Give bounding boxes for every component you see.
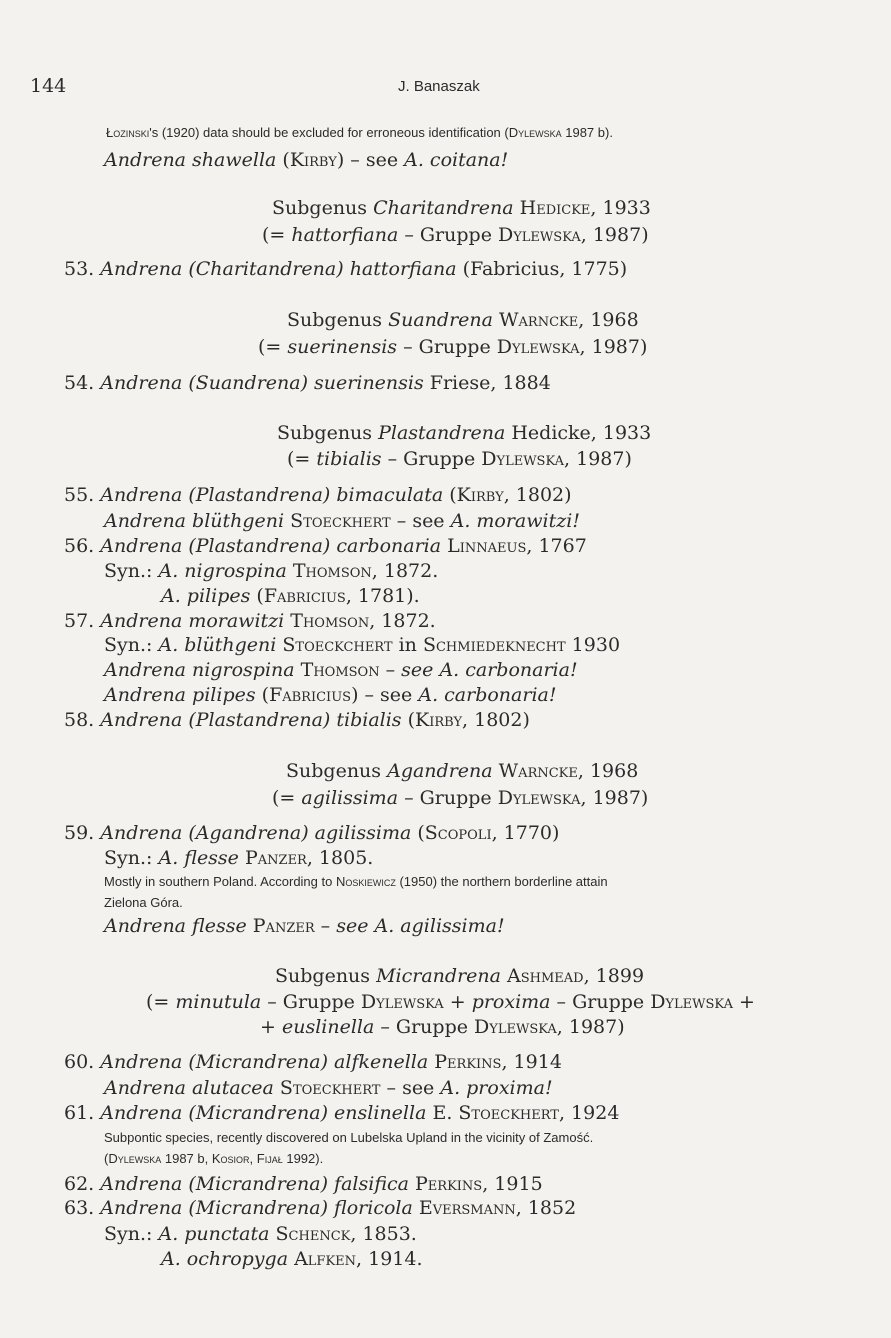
text-run: Syn.: (104, 847, 159, 869)
text-run: ( (250, 585, 264, 607)
author-name: Schenck (275, 1223, 351, 1245)
italic-run: A. pilipes (161, 585, 251, 607)
subgenus-synonym (146, 993, 755, 1012)
text-run: Friese, 1884 (423, 372, 551, 394)
author-name: Dylewska (481, 448, 565, 470)
italic-run: Andrena flesse (104, 915, 247, 937)
text-run: 's (1920) data should be excluded for erroneous identification ( (149, 125, 509, 140)
text-run: ( (411, 822, 425, 844)
text-run: 61. (64, 1102, 101, 1124)
italic-run: Andrena (Micrandrena) alfkenella (100, 1051, 429, 1073)
text-run: + (443, 991, 472, 1013)
italic-run: Andrena morawitzi (100, 610, 285, 632)
italic-run: Andrena (Plastandrena) tibialis (100, 709, 402, 731)
species-entry (64, 537, 587, 556)
text-run: , 1987) (556, 1016, 625, 1038)
text-run: 63. (64, 1197, 101, 1219)
text-run: Subgenus (275, 965, 377, 987)
author-name: Kirby (415, 709, 463, 731)
text-run: (= (146, 991, 176, 1013)
species-entry (64, 486, 572, 505)
text-run: Zielona Góra. (104, 895, 183, 910)
italic-run: Agandrena (387, 760, 493, 782)
text-run: 1930 (565, 634, 621, 656)
author-name: Dylewska (508, 125, 562, 140)
author-name: Schmiedeknecht (422, 634, 566, 656)
subgenus-synonym (262, 226, 649, 245)
text-run: Syn.: (104, 560, 159, 582)
text-run: (= (262, 224, 292, 246)
text-run: – Gruppe (381, 448, 482, 470)
text-run: Syn.: (104, 634, 159, 656)
author-name: Kirby (289, 149, 337, 171)
text-run: , 1968 (578, 309, 639, 331)
italic-run: Andrena nigrospina (104, 659, 295, 681)
text-line (104, 151, 508, 170)
italic-run: euslinella (281, 1016, 375, 1038)
text-run: Hedicke, 1933 (505, 422, 652, 444)
author-name: Panzer (252, 915, 315, 937)
text-run: , 1872. (369, 610, 436, 632)
author-name: Warncke (498, 760, 578, 782)
italic-run: Andrena (Plastandrena) carbonaria (100, 535, 442, 557)
text-run: + (260, 1016, 282, 1038)
text-run: (Fabricius, 1775) (456, 258, 628, 280)
author-name: Kirby (456, 484, 504, 506)
species-entry (64, 374, 551, 393)
subgenus-heading (277, 424, 651, 443)
author-name: Stoeckhert (458, 1102, 559, 1124)
italic-run: tibialis (316, 448, 382, 470)
subgenus-heading (275, 967, 644, 986)
text-run: , 1987) (580, 787, 649, 809)
subgenus-synonym (258, 338, 647, 357)
species-entry (64, 612, 436, 631)
subgenus-heading (272, 199, 651, 218)
italic-run: Andrena pilipes (104, 684, 256, 706)
text-run: – (314, 915, 337, 937)
text-line (104, 1225, 417, 1244)
italic-run: Andrena blüthgeni (104, 510, 285, 532)
text-run: – Gruppe (398, 224, 498, 246)
author-name: Perkins (415, 1173, 483, 1195)
author-name: Dylewska (474, 1016, 557, 1038)
text-line (104, 849, 373, 868)
text-line (161, 1250, 423, 1269)
text-run: , 1770) (491, 822, 560, 844)
text-line (104, 875, 608, 888)
text-run: , 1802) (503, 484, 572, 506)
text-run: – (379, 659, 402, 681)
text-line (104, 1079, 553, 1098)
text-line (104, 896, 183, 909)
species-entry (64, 1053, 562, 1072)
author-name: Dylewska (496, 336, 580, 358)
italic-run: Suandrena (388, 309, 493, 331)
text-run: – see (380, 1077, 441, 1099)
text-run: , 1914 (501, 1051, 562, 1073)
italic-run: see A. carbonaria! (401, 659, 578, 681)
italic-run: Andrena (Charitandrena) hattorfiana (100, 258, 457, 280)
italic-run: Andrena shawella (104, 149, 277, 171)
author-name: Fabricius (269, 684, 352, 706)
italic-run: Micrandrena (376, 965, 501, 987)
text-run: ) – see (336, 149, 405, 171)
author-name: Dylewska (497, 787, 581, 809)
author-name: Perkins (434, 1051, 502, 1073)
text-run: E. (426, 1102, 459, 1124)
author-name: Stoeckhert (290, 510, 391, 532)
italic-run: A. punctata (158, 1223, 270, 1245)
text-run: Syn.: (104, 1223, 159, 1245)
author-name: Stoeckchert (282, 634, 393, 656)
subgenus-synonym (287, 450, 632, 469)
italic-run: A. flesse (158, 847, 239, 869)
text-run: , 1853. (350, 1223, 417, 1245)
text-run: 1987 b). (561, 125, 613, 140)
text-run: + (732, 991, 755, 1013)
text-run: – Gruppe (374, 1016, 475, 1038)
author-name: Thomson (292, 560, 372, 582)
text-run: Subgenus (287, 309, 389, 331)
subgenus-heading (286, 762, 638, 781)
text-run: 1987 b, (161, 1151, 212, 1166)
italic-run: A. carbonaria! (418, 684, 557, 706)
text-run: 55. (64, 484, 101, 506)
italic-run: A. blüthgeni (158, 634, 277, 656)
text-run: 59. (64, 822, 101, 844)
text-run: , 1933 (590, 197, 651, 219)
text-line (104, 636, 620, 655)
author-name: Dylewska (360, 991, 444, 1013)
italic-run: Charitandrena (373, 197, 514, 219)
author-name: Łozinski (106, 125, 150, 140)
text-run: 53. (64, 258, 101, 280)
subgenus-heading (287, 311, 639, 330)
author-name: Fabricius (263, 585, 346, 607)
text-run: ) – see (351, 684, 419, 706)
author-name: Dylewska (497, 224, 581, 246)
italic-run: A. morawitzi! (450, 510, 580, 532)
italic-run: A. coitana! (404, 149, 509, 171)
italic-run: Andrena (Micrandrena) falsifica (100, 1173, 409, 1195)
text-run: , 1767 (526, 535, 587, 557)
italic-run: A. proxima! (440, 1077, 553, 1099)
text-line (104, 917, 505, 936)
text-run: , 1781). (345, 585, 420, 607)
species-entry (64, 824, 559, 843)
species-entry (64, 260, 627, 279)
italic-run: Andrena (Micrandrena) enslinella (100, 1102, 427, 1124)
author-name: Panzer (244, 847, 307, 869)
author-name: Warncke (499, 309, 579, 331)
text-run: – Gruppe (397, 336, 497, 358)
text-run: ( (443, 484, 457, 506)
text-run: ( (276, 149, 290, 171)
species-entry (64, 1175, 543, 1194)
text-run: 56. (64, 535, 101, 557)
author-name: Hedicke (519, 197, 591, 219)
text-line (104, 686, 556, 705)
italic-run: Andrena alutacea (104, 1077, 274, 1099)
italic-run: Andrena (Suandrena) suerinensis (100, 372, 424, 394)
text-run: – see (390, 510, 451, 532)
text-run: 62. (64, 1173, 101, 1195)
species-entry (64, 1104, 619, 1123)
text-run: , 1987) (579, 336, 648, 358)
author-name: Fijał (256, 1151, 283, 1166)
subgenus-synonym (272, 789, 648, 808)
text-run: (= (272, 787, 302, 809)
text-run: , 1915 (482, 1173, 543, 1195)
text-run: Subgenus (277, 422, 379, 444)
text-run: , 1899 (583, 965, 645, 987)
text-run: (= (258, 336, 288, 358)
author-name: Thomson (300, 659, 380, 681)
text-line (104, 512, 580, 531)
species-entry (64, 711, 530, 730)
text-run: , 1805. (306, 847, 374, 869)
italic-run: A. ochropyga (161, 1248, 289, 1270)
text-run: (= (287, 448, 317, 470)
text-line (104, 1152, 323, 1165)
species-entry (64, 1199, 576, 1218)
text-run: , (249, 1151, 257, 1166)
text-run: , 1987) (564, 448, 632, 470)
text-run: 1992). (282, 1151, 324, 1166)
italic-run: see A. agilissima! (336, 915, 505, 937)
italic-run: Andrena (Micrandrena) floricola (100, 1197, 413, 1219)
text-run: Subpontic species, recently discovered on Lubelska Upland in the vicinity of Zamość. (104, 1130, 594, 1145)
text-run: 57. (64, 610, 101, 632)
text-run: – Gruppe (261, 991, 361, 1013)
author-name: Ashmead (507, 965, 584, 987)
italic-run: hattorfiana (291, 224, 399, 246)
italic-run: Plastandrena (378, 422, 506, 444)
italic-run: A. nigrospina (158, 560, 287, 582)
text-run: in (392, 634, 423, 656)
author-name: Stoeckhert (279, 1077, 381, 1099)
text-run: ( (255, 684, 270, 706)
text-run: Subgenus (272, 197, 374, 219)
author-name: Dylewska (108, 1151, 162, 1166)
italic-run: minutula (175, 991, 262, 1013)
italic-run: suerinensis (287, 336, 398, 358)
author-name: Dylewska (650, 991, 733, 1013)
text-run: , 1852 (515, 1197, 577, 1219)
text-run: , 1924 (558, 1102, 620, 1124)
page-number: 144 (30, 75, 67, 97)
text-run: , 1987) (580, 224, 649, 246)
text-run: 58. (64, 709, 101, 731)
author-name: Kosior (211, 1151, 250, 1166)
text-run: 60. (64, 1051, 101, 1073)
italic-run: Andrena (Agandrena) agilissima (100, 822, 412, 844)
italic-run: proxima (471, 991, 551, 1013)
text-line (104, 562, 438, 581)
author-name: Linnaeus (447, 535, 527, 557)
text-run: , 1968 (577, 760, 639, 782)
text-run: , 1914. (356, 1248, 423, 1270)
subgenus-synonym (260, 1018, 625, 1037)
text-line (104, 1131, 593, 1144)
author-name: Noskiewicz (335, 874, 396, 889)
author-name: Scopoli (424, 822, 492, 844)
author-name: Eversmann (418, 1197, 516, 1219)
italic-run: agilissima (301, 787, 399, 809)
running-title: J. Banaszak (398, 78, 480, 95)
text-run: ( (104, 1151, 109, 1166)
text-run: – Gruppe (398, 787, 498, 809)
text-line (104, 661, 578, 680)
italic-run: Andrena (Plastandrena) bimaculata (100, 484, 444, 506)
text-run: – Gruppe (550, 991, 651, 1013)
author-name: Thomson (290, 610, 370, 632)
text-run: , 1872. (371, 560, 439, 582)
text-run: Mostly in southern Poland. According to (104, 874, 336, 889)
author-name: Alfken (294, 1248, 357, 1270)
text-run: , 1802) (462, 709, 530, 731)
text-run: 54. (64, 372, 101, 394)
text-line (106, 126, 613, 139)
text-run: ( (401, 709, 416, 731)
text-run: (1950) the northern borderline attain (395, 874, 608, 889)
text-run: Subgenus (286, 760, 388, 782)
text-line (161, 587, 420, 606)
